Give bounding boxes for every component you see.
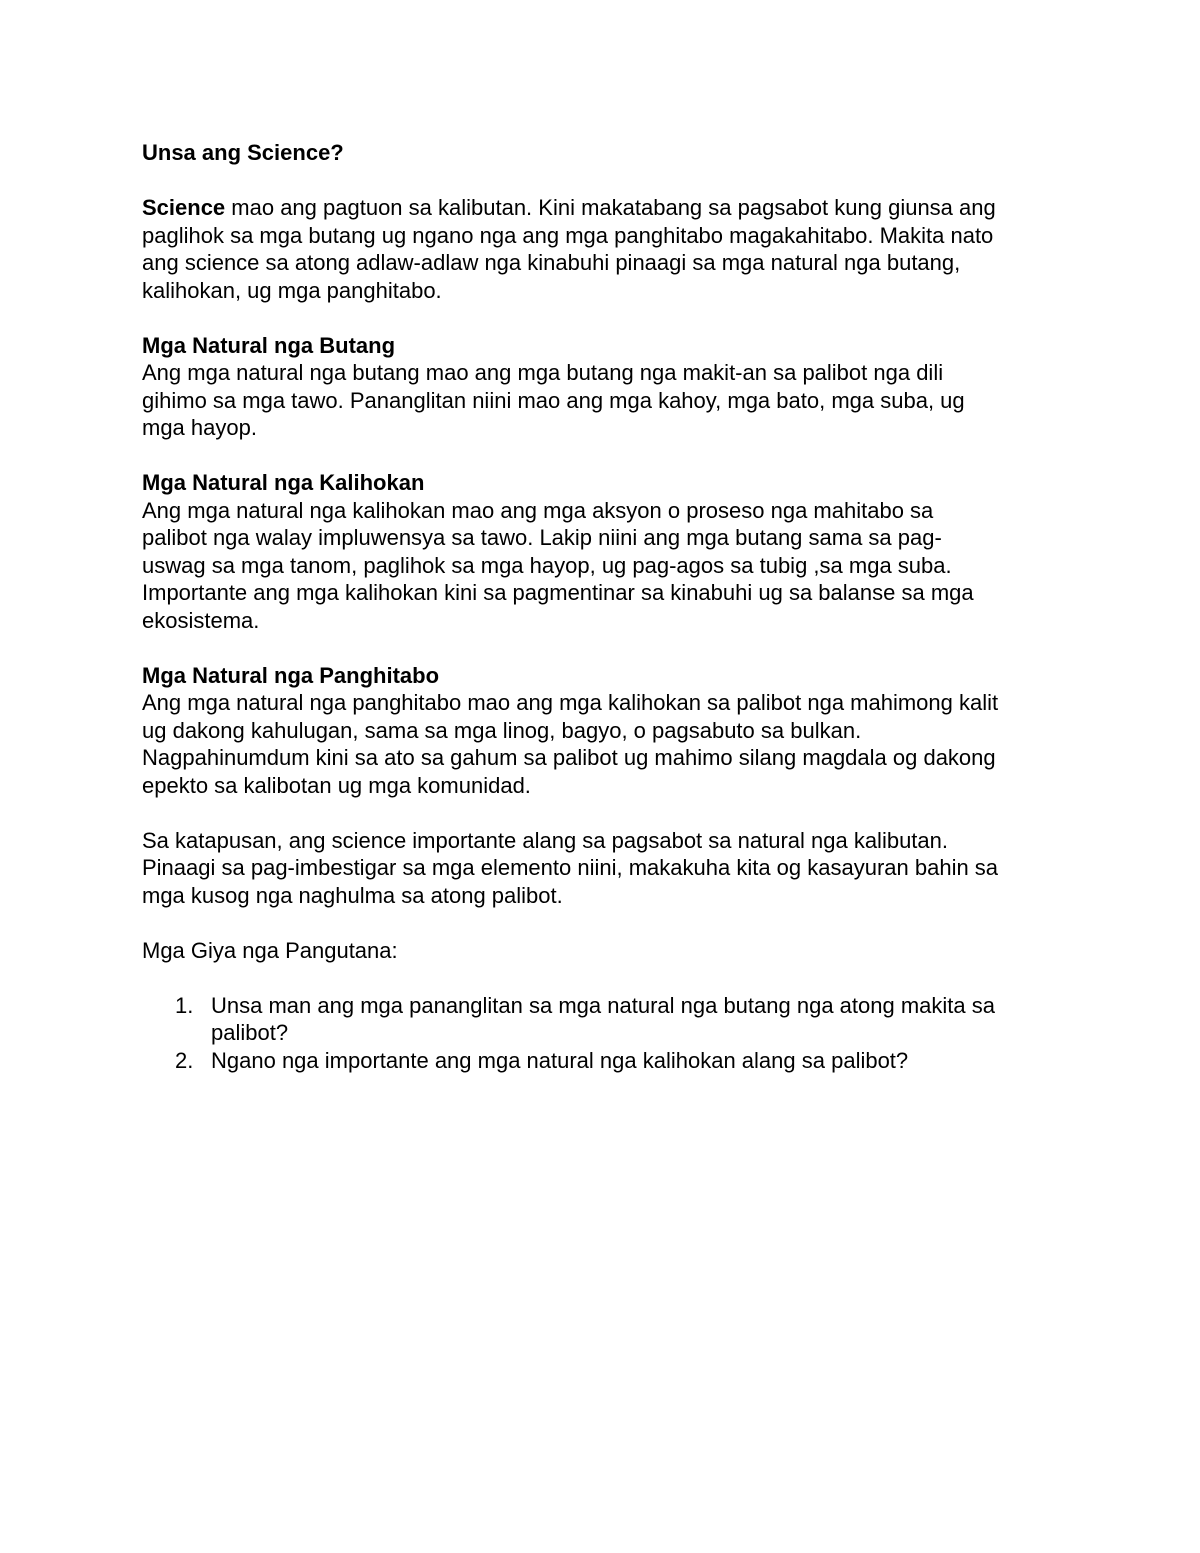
section-line: ekosistema. (142, 607, 260, 633)
intro-line-text: mao ang pagtuon sa kalibutan. Kini makatabang sa pagsabot kung giunsa ang (225, 195, 996, 220)
document-page (142, 139, 1072, 1074)
section-heading: Mga Natural nga Kalihokan (142, 470, 425, 495)
list-item-number: 2. (175, 1047, 194, 1073)
list-item (142, 1047, 1072, 1075)
spacer (142, 442, 1072, 470)
section-line: Ang mga natural nga panghitabo mao ang mga kalihokan sa palibot nga mahimong kalit (142, 690, 999, 715)
section-line: uswag sa mga tanom, paglihok sa mga hayop, ug pag-agos sa tubig ,sa mga suba. (142, 552, 952, 578)
intro-lead-term: Science (142, 195, 226, 220)
spacer (142, 799, 1072, 827)
spacer (142, 167, 1072, 195)
spacer (142, 909, 1072, 937)
guide-questions-list (142, 992, 1072, 1075)
section-line: Ang mga natural nga butang mao ang mga butang nga makit-an sa palibot nga dili (142, 360, 944, 385)
section-line: ug dakong kahulugan, sama sa mga linog, bagyo, o pagsabuto sa bulkan. (142, 717, 862, 743)
spacer (142, 634, 1072, 662)
section-line: mga hayop. (142, 415, 257, 440)
intro-line: kalihokan, ug mga panghitabo. (142, 277, 442, 303)
guide-questions-label: Mga Giya nga Pangutana: (142, 937, 398, 963)
conclusion-paragraph (142, 827, 1072, 910)
conclusion-line: mga kusog nga naghulma sa atong palibot. (142, 882, 563, 908)
section-natural-phenomena (142, 662, 1072, 800)
spacer (142, 964, 1072, 992)
list-item-line: Ngano nga importante ang mga natural nga kalihokan alang sa palibot? (211, 1047, 909, 1073)
document-title: Unsa ang Science? (142, 140, 344, 165)
section-heading: Mga Natural nga Panghitabo (142, 662, 440, 688)
intro-paragraph (142, 194, 1072, 304)
section-natural-things (142, 332, 1072, 442)
conclusion-line: Pinaagi sa pag-imbestigar sa mga elemento niini, makakuha kita og kasayuran bahin sa (142, 855, 999, 880)
section-heading: Mga Natural nga Butang (142, 332, 396, 358)
intro-line: paglihok sa mga butang ug ngano nga ang mga panghitabo magakahitabo. Makita nato (142, 222, 994, 248)
list-item-number: 1. (175, 992, 194, 1018)
section-line: epekto sa kalibotan ug mga komunidad. (142, 772, 531, 798)
spacer (142, 304, 1072, 332)
list-item (142, 992, 1072, 1047)
list-item-line: palibot? (211, 1020, 289, 1045)
section-line: Ang mga natural nga kalihokan mao ang mga aksyon o proseso nga mahitabo sa (142, 497, 934, 523)
list-item-line: Unsa man ang mga pananglitan sa mga natural nga butang nga atong makita sa (211, 992, 995, 1018)
section-natural-activities (142, 469, 1072, 634)
intro-line (142, 194, 1072, 222)
section-line: gihimo sa mga tawo. Pananglitan niini mao ang mga kahoy, mga bato, mga suba, ug (142, 387, 965, 413)
section-line: palibot nga walay impluwensya sa tawo. Lakip niini ang mga butang sama sa pag- (142, 525, 942, 550)
section-line: Nagpahinumdum kini sa ato sa gahum sa palibot ug mahimo silang magdala og dakong (142, 745, 996, 770)
conclusion-line: Sa katapusan, ang science importante alang sa pagsabot sa natural nga kalibutan. (142, 827, 948, 853)
intro-line: ang science sa atong adlaw-adlaw nga kinabuhi pinaagi sa mga natural nga butang, (142, 250, 961, 275)
section-line: Importante ang mga kalihokan kini sa pagmentinar sa kinabuhi ug sa balanse sa mga (142, 580, 974, 605)
